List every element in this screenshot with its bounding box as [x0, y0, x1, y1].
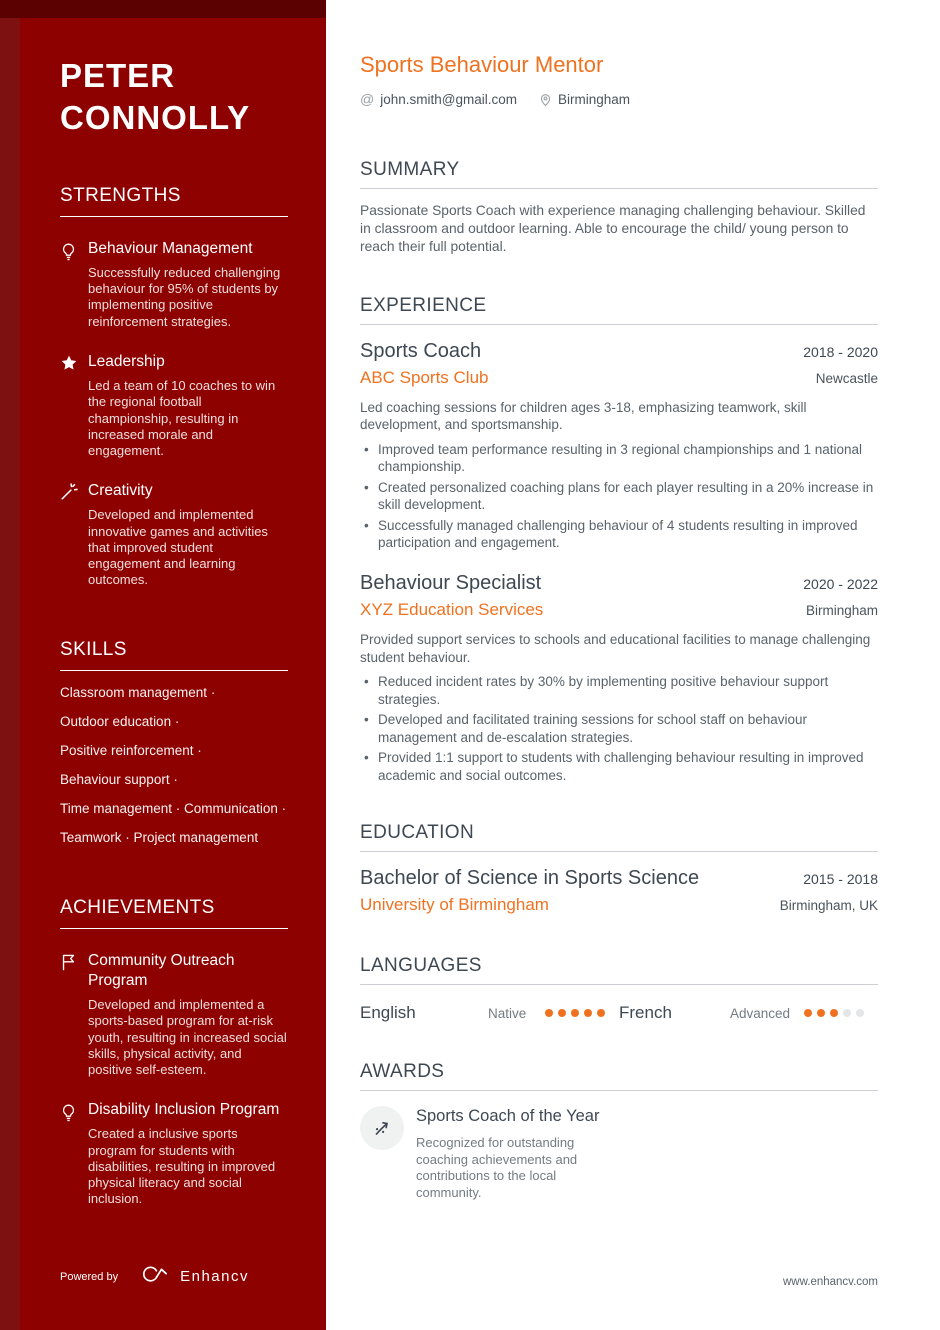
strength-item	[60, 239, 288, 330]
language-name: French	[619, 1003, 672, 1023]
school-location: Birmingham, UK	[779, 898, 878, 914]
email-contact	[360, 91, 517, 107]
proficiency-dot-empty	[843, 1009, 851, 1017]
website-url: www.enhancv.com	[782, 1276, 878, 1288]
achievements-section	[60, 897, 288, 1208]
strength-title: Leadership	[88, 352, 165, 370]
job-bullet-list	[360, 441, 878, 552]
experience-entry	[360, 340, 878, 552]
candidate-name	[60, 55, 288, 139]
languages-heading: LANGUAGES	[360, 955, 878, 985]
skills-section	[60, 639, 288, 845]
experience-entry	[360, 572, 878, 784]
summary-heading: SUMMARY	[360, 159, 878, 189]
experience-section	[360, 295, 878, 785]
job-intro: Led coaching sessions for children ages 3-18, emphasizing teamwork, skill development, and sportsmanship.	[360, 399, 807, 433]
language-name: English	[360, 1003, 416, 1023]
skill-item: Time management · Communication ·	[60, 800, 287, 816]
magic-wand-icon	[60, 481, 88, 588]
education-section	[360, 822, 878, 915]
job-company: XYZ Education Services	[360, 599, 544, 619]
powered-by-footer	[60, 1263, 249, 1290]
languages-section	[360, 955, 878, 1023]
strength-description: Successfully reduced challenging behaviour for 95% of students by implementing positive reinforcement strategies.	[88, 264, 281, 329]
experience-heading: EXPERIENCE	[360, 295, 878, 325]
strength-item	[60, 352, 288, 459]
job-role: Behaviour Specialist	[360, 571, 542, 594]
proficiency-dot-filled	[817, 1009, 825, 1017]
award-item	[360, 1106, 878, 1201]
achievement-description: Developed and implemented a sports-based program for at-risk youth, resulting in increased social skills, physical activity, and positive self-esteem.	[88, 997, 287, 1078]
proficiency-dot-empty	[856, 1009, 864, 1017]
proficiency-dot-filled	[804, 1009, 812, 1017]
language-level: Advanced	[730, 1005, 791, 1021]
job-location: Newcastle	[815, 370, 878, 386]
job-company: ABC Sports Club	[360, 367, 489, 387]
page-title-job: Sports Behaviour Mentor	[360, 52, 604, 77]
achievement-item	[60, 951, 288, 1079]
job-bullet: • Reduced incident rates by 30% by implementing positive behaviour support strategies.	[360, 673, 878, 708]
awards-section	[360, 1061, 878, 1201]
job-bullet: • Improved team performance resulting in 3 regional championships and 1 national championship.	[360, 441, 878, 476]
proficiency-dot-filled	[830, 1009, 838, 1017]
flag-icon	[60, 951, 88, 1079]
strengths-section	[60, 185, 288, 589]
brand-name: Enhancv	[180, 1268, 249, 1285]
degree-title: Bachelor of Science in Sports Science	[360, 867, 700, 890]
candidate-first-name: PETER	[60, 57, 176, 94]
proficiency-dot-filled	[584, 1009, 592, 1017]
location-value: Birmingham	[557, 91, 630, 107]
proficiency-dot-filled	[571, 1009, 579, 1017]
job-intro: Provided support services to schools and educational facilities to manage challenging student behaviour.	[360, 631, 871, 665]
education-dates: 2015 - 2018	[803, 871, 878, 888]
education-heading: EDUCATION	[360, 822, 878, 852]
strength-description: Led a team of 10 coaches to win the regional football championship, resulting in increased morale and engagement.	[88, 378, 276, 459]
proficiency-dot-filled	[545, 1009, 553, 1017]
achievement-title: Disability Inclusion Program	[88, 1101, 280, 1119]
enhancv-logo-icon	[140, 1263, 172, 1290]
strength-title: Creativity	[88, 482, 153, 500]
job-bullet: • Provided 1:1 support to students with challenging behaviour resulting in improved academic and social outcomes.	[360, 749, 878, 784]
language-proficiency-dots	[540, 1009, 605, 1017]
job-bullet: • Successfully managed challenging behaviour of 4 students resulting in improved participation and engagement.	[360, 517, 878, 552]
main-content	[326, 0, 940, 1330]
job-location: Birmingham	[805, 602, 878, 618]
awards-heading: AWARDS	[360, 1061, 878, 1091]
skills-heading: SKILLS	[60, 639, 288, 671]
language-item	[619, 1003, 878, 1023]
school-name: University of Birmingham	[360, 895, 549, 915]
skill-item: Behaviour support ·	[60, 771, 178, 787]
job-dates: 2020 - 2022	[803, 575, 878, 592]
achievements-heading: ACHIEVEMENTS	[60, 897, 288, 929]
candidate-last-name: CONNOLLY	[60, 98, 251, 136]
achievement-description: Created a inclusive sports program for students with disabilities, resulting in improved physical literacy and social inclusion.	[88, 1126, 276, 1207]
skill-item: Positive reinforcement ·	[60, 742, 202, 758]
sidebar	[0, 0, 326, 1330]
lightbulb-icon	[60, 1100, 88, 1207]
at-icon: @	[360, 91, 375, 107]
award-title: Sports Coach of the Year	[416, 1107, 600, 1126]
proficiency-dot-filled	[558, 1009, 566, 1017]
location-contact	[539, 92, 630, 107]
achievement-title: Community Outreach Program	[88, 951, 235, 989]
contact-row	[360, 91, 878, 107]
skill-item: Teamwork · Project management	[60, 829, 259, 845]
skill-item: Classroom management ·	[60, 684, 216, 700]
location-pin-icon	[539, 92, 552, 107]
email-value: john.smith@gmail.com	[380, 91, 517, 107]
job-bullet-list	[360, 673, 878, 784]
job-bullet: • Developed and facilitated training sessions for school staff on behaviour management and de-escalation strategies.	[360, 711, 878, 746]
powered-by-label: Powered by	[60, 1270, 119, 1283]
education-entry	[360, 867, 878, 915]
summary-section	[360, 159, 878, 257]
achievement-item	[60, 1100, 288, 1207]
strategy-arrow-icon	[360, 1106, 404, 1150]
skill-item: Outdoor education ·	[60, 713, 180, 729]
strength-title: Behaviour Management	[88, 239, 253, 257]
job-dates: 2018 - 2020	[803, 343, 878, 360]
strengths-heading: STRENGTHS	[60, 185, 288, 217]
lightbulb-icon	[60, 239, 88, 330]
job-bullet: • Created personalized coaching plans for each player resulting in a 20% increase in skill development.	[360, 479, 878, 514]
star-icon	[60, 352, 88, 459]
job-role: Sports Coach	[360, 339, 482, 362]
language-item	[360, 1003, 619, 1023]
summary-text: Passionate Sports Coach with experience managing challenging behaviour. Skilled in classroom and outdoor learning. Able to encourage the child/ young person to reach their full potential.	[360, 203, 866, 255]
award-description: Recognized for outstanding coaching achievements and contributions to the local community.	[416, 1134, 578, 1200]
strength-description: Developed and implemented innovative games and activities that improved student engagement and learning outcomes.	[88, 507, 268, 588]
proficiency-dot-filled	[597, 1009, 605, 1017]
language-level: Native	[488, 1005, 527, 1021]
strength-item	[60, 481, 288, 588]
language-proficiency-dots	[799, 1009, 864, 1017]
